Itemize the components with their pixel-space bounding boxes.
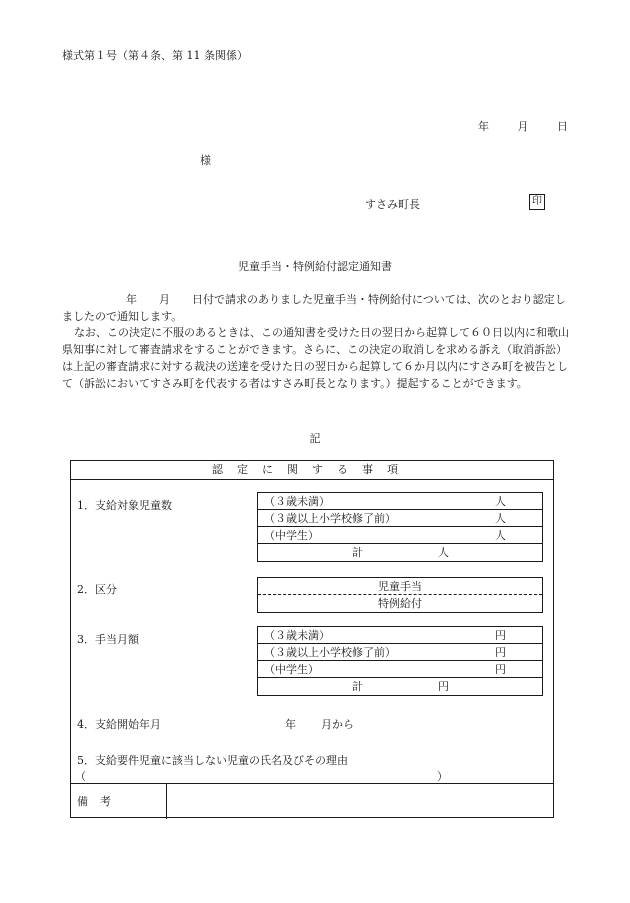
table-header: 認定に関する事項	[71, 461, 553, 480]
ki-heading: 記	[309, 432, 321, 445]
category-option: 児童手当	[258, 578, 542, 595]
addressee-suffix: 様	[200, 154, 211, 167]
row-label: （３歳以上小学校修了前）	[264, 512, 396, 525]
row-label: （３歳未満）	[264, 495, 330, 508]
monthly-amount-box	[257, 626, 543, 696]
reason-paren-close: ）	[437, 770, 448, 783]
amount-total-row	[258, 678, 542, 695]
row-label: （中学生）	[264, 663, 319, 676]
sender-name: すさみ町長	[365, 198, 420, 211]
row-label: （３歳以上小学校修了前）	[264, 646, 396, 659]
remarks-label: 備考	[71, 784, 167, 819]
category-box	[257, 577, 543, 613]
amount-row	[258, 627, 542, 644]
row-unit: 円	[495, 646, 506, 659]
section5-label: 5．支給要件児童に該当しない児童の氏名及びその理由	[77, 754, 348, 767]
certification-table	[70, 460, 554, 818]
child-count-row	[258, 493, 542, 510]
row-unit: 円	[495, 663, 506, 676]
body-paragraph-2: なお、この決定に不服のあるときは、この通知書を受けた日の翌日から起算して６０日以内に和歌山県知事に対して審査請求をすることができます。さらに、この決定の取消しを求める訴え（取消訴訟）は上記の審査請求に対する裁決の送達を受けた日の翌日から起算して６か月以内にすさみ町を被告として（訴訟においてすさみ町を代表する者はすさみ町長となります。）提起することができます。	[62, 326, 569, 390]
child-count-box	[257, 492, 543, 562]
seal-mark: 印	[529, 194, 545, 210]
total-unit: 人	[438, 546, 449, 559]
total-label: 計	[352, 680, 363, 693]
date-line	[478, 118, 568, 134]
start-month: 月から	[321, 718, 354, 731]
remarks-row	[71, 783, 553, 819]
form-number: 様式第１号（第４条、第 11 条関係）	[62, 49, 248, 62]
total-label: 計	[352, 546, 363, 559]
reason-paren-open: （	[75, 770, 86, 783]
child-count-row	[258, 510, 542, 527]
section4-label: 4．支給開始年月	[77, 718, 161, 731]
row-unit: 人	[495, 529, 506, 542]
body-paragraph-1: 年 月 日付で請求のありました児童手当・特例給付については、次のとおり認定しましたので通知します。	[62, 293, 566, 323]
amount-row	[258, 661, 542, 678]
start-year: 年	[285, 718, 296, 731]
section1-label: 1．支給対象児童数	[77, 499, 172, 512]
date-year: 年	[478, 120, 489, 133]
amount-row	[258, 644, 542, 661]
child-count-row	[258, 527, 542, 544]
date-day: 日	[557, 120, 568, 133]
total-unit: 円	[438, 680, 449, 693]
section3-label: 3．手当月額	[77, 633, 139, 646]
document-title: 児童手当・特例給付認定通知書	[238, 260, 392, 273]
category-option: 特例給付	[378, 597, 422, 610]
row-label: （中学生）	[264, 529, 319, 542]
date-month: 月	[517, 120, 529, 133]
row-unit: 人	[495, 512, 506, 525]
row-unit: 円	[495, 629, 506, 642]
child-count-total-row	[258, 544, 542, 561]
row-unit: 人	[495, 495, 506, 508]
section2-label: 2．区分	[77, 583, 117, 596]
row-label: （３歳未満）	[264, 629, 330, 642]
